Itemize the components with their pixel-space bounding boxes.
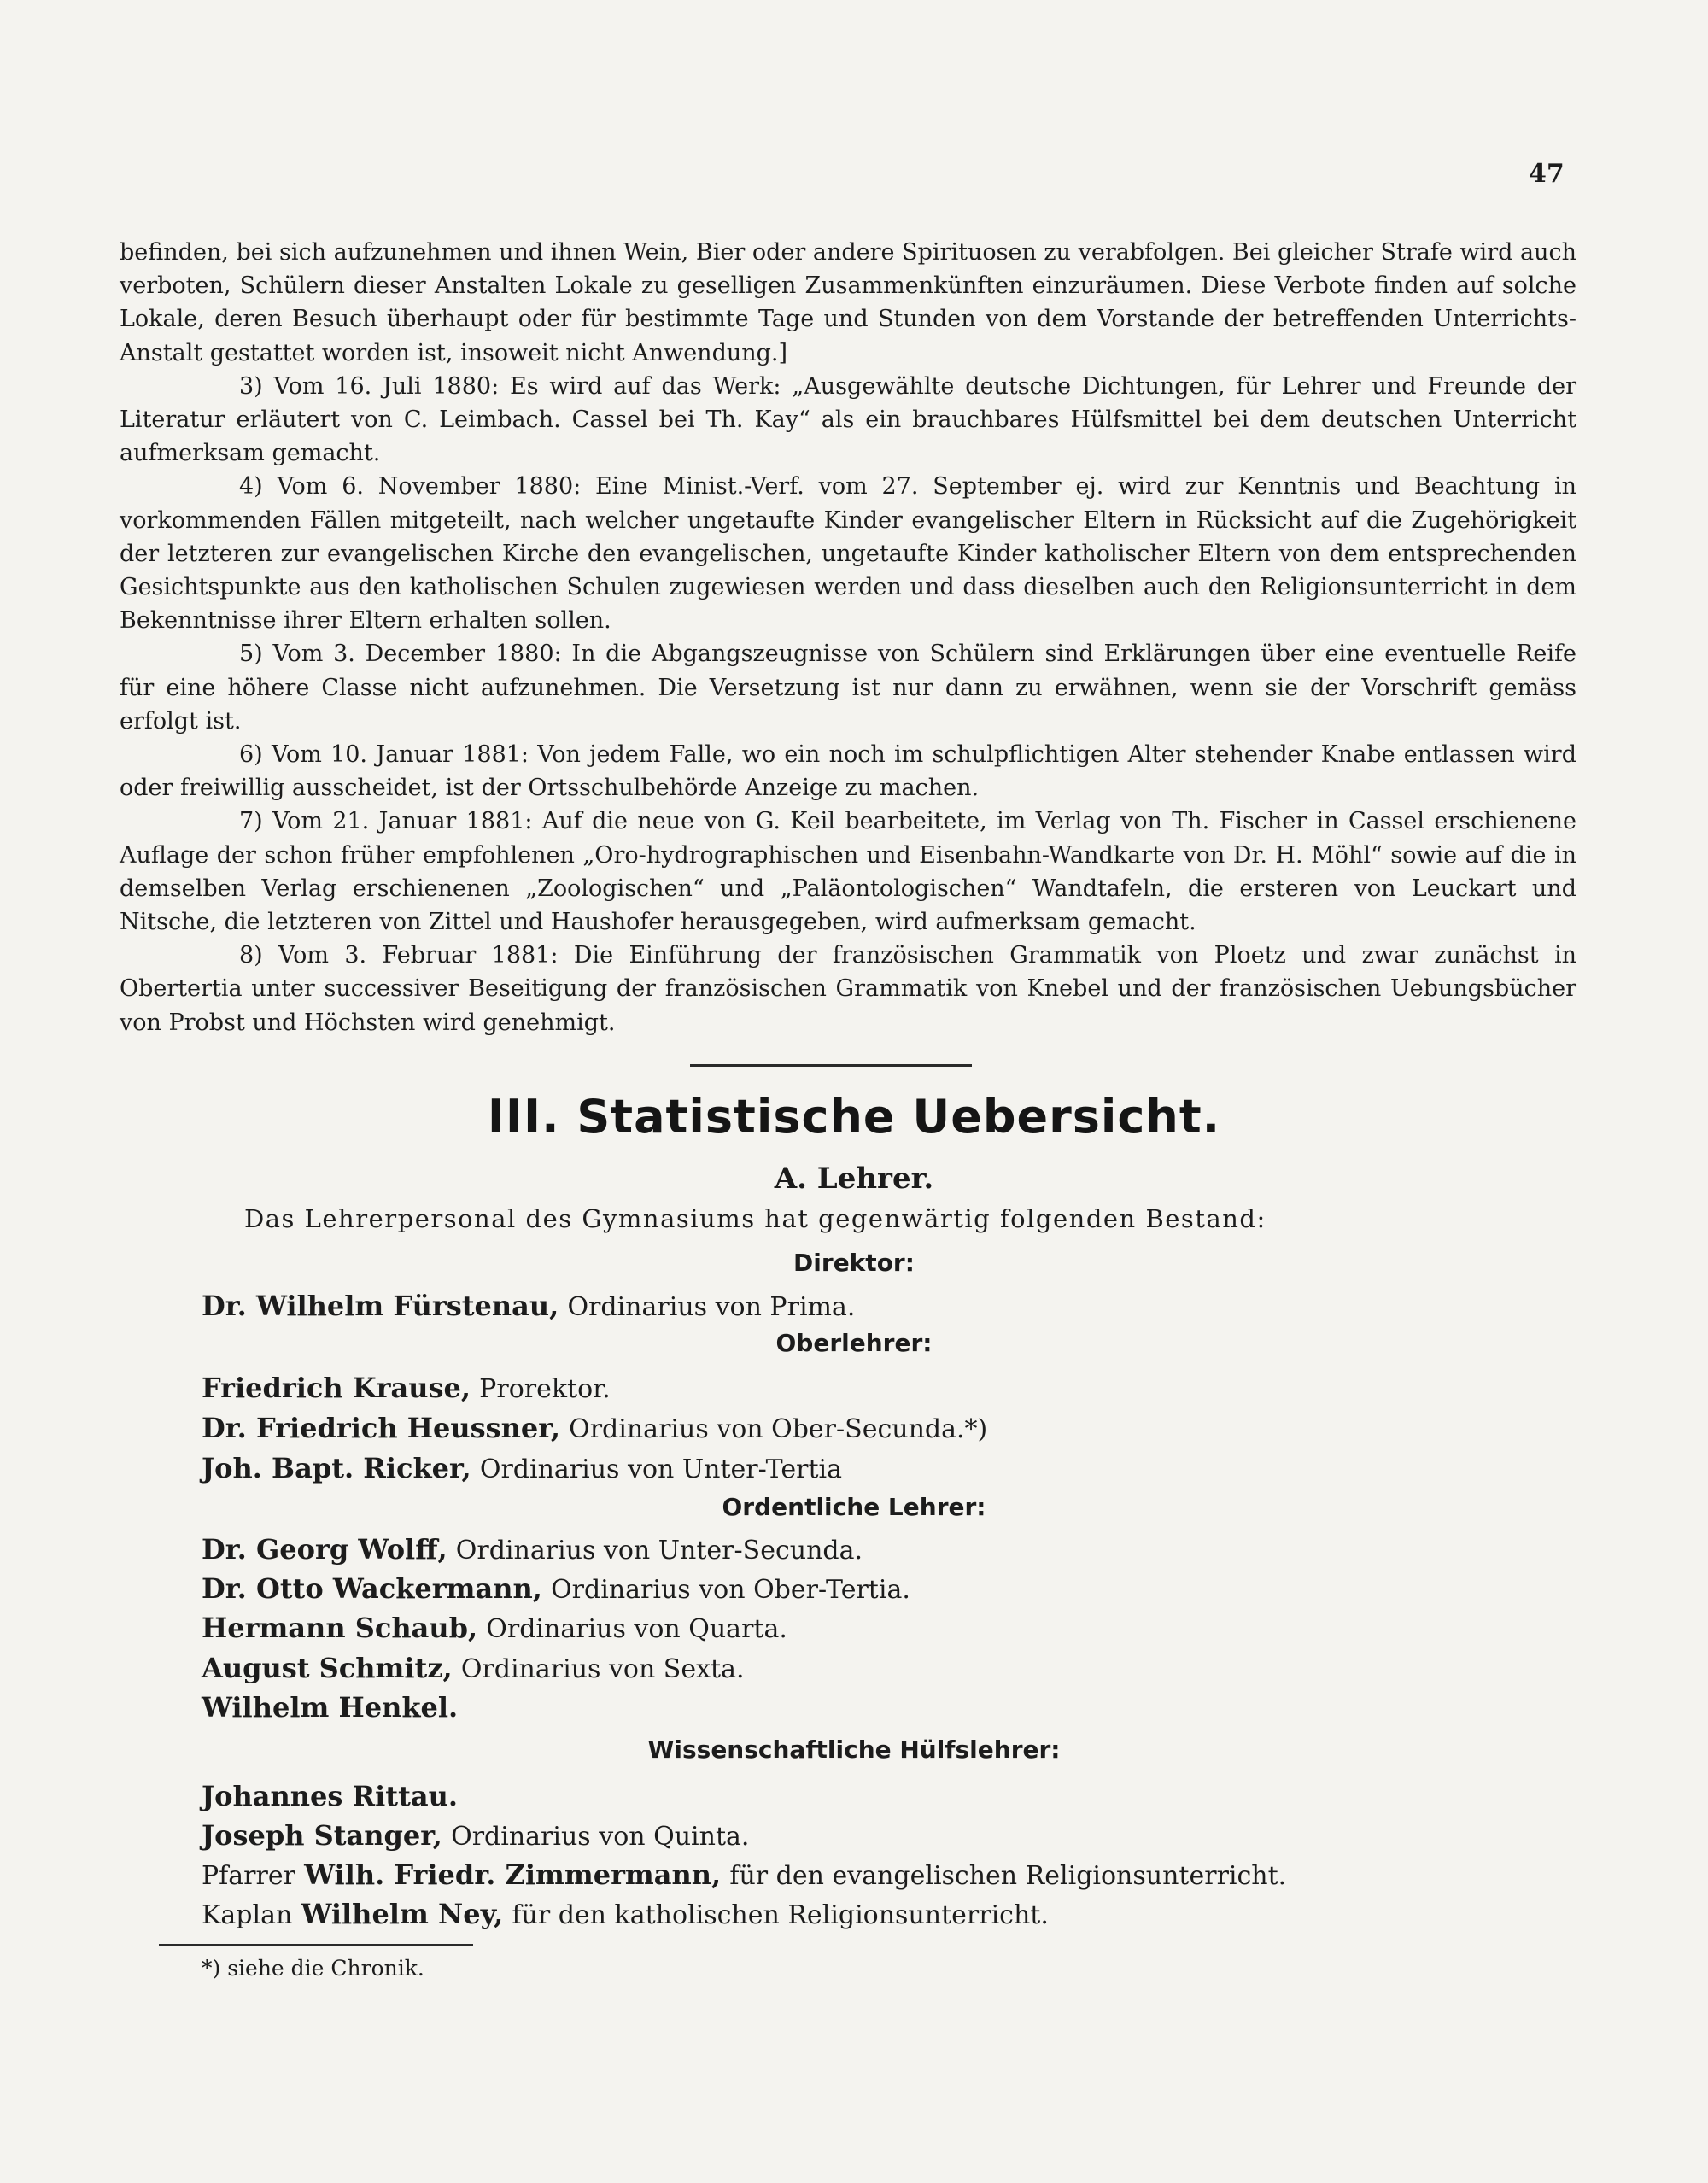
staff-entry [202, 1372, 611, 1404]
staff-name: August Schmitz, [202, 1652, 453, 1684]
staff-title: Pfarrer [202, 1861, 295, 1891]
paragraph: 7) Vom 21. Januar 1881: Auf die neue von G. Keil bearbeitete, im Verlag von Th. Fischer in Cassel erschienene Auflage der schon früher empfohlenen „Oro-hydrographischen und Eisenbahn-Wandkarte von Dr. H. Möhl“ sowie auf die in demselben Verlag erschienenen „Zoologischen“ und „Paläontologischen“ Wandtafeln, die ersteren von Leuckart und Nitsche, die letzteren von Zittel und Haushofer herausgegeben, wird aufmerksam gemacht. [120, 808, 1576, 936]
staff-name: Johannes Rittau. [202, 1780, 458, 1812]
staff-entry [202, 1452, 842, 1484]
section-divider [690, 1064, 972, 1067]
paragraph: 3) Vom 16. Juli 1880: Es wird auf das Werk: „Ausgewählte deutsche Dichtungen, für Lehrer und Freunde der Literatur erläutert von C. Leimbach. Cassel bei Th. Kay“ als ein brauchbares Hülfsmittel bei dem deutschen Unterricht aufmerksam gemacht. [120, 372, 1576, 467]
paragraph: 5) Vom 3. December 1880: In die Abgangszeugnisse von Schülern sind Erklärungen über eine eventuelle Reife für eine höhere Classe nicht aufzunehmen. Die Versetzung ist nur dann zu erwähnen, wenn sie der Vorschrift gemäss erfolgt ist. [120, 641, 1576, 734]
paragraph: 8) Vom 3. Februar 1881: Die Einführung der französischen Grammatik von Ploetz und zwar zunächst in Obertertia unter successiver Beseitigung der französischen Grammatik von Knebel und der französischen Uebungsbücher von Probst und Höchsten wird genehmigt. [120, 942, 1576, 1036]
intro-line: Das Lehrerpersonal des Gymnasiums hat gegenwärtig folgenden Bestand: [244, 1204, 1266, 1233]
footnote-divider [159, 1944, 473, 1946]
staff-role: Ordinarius von Ober-Secunda.*) [569, 1414, 988, 1444]
staff-name: Dr. Otto Wackermann, [202, 1572, 542, 1605]
staff-entry [202, 1819, 749, 1852]
staff-name: Wilh. Friedr. Zimmermann, [304, 1858, 722, 1891]
staff-entry [202, 1858, 1286, 1891]
staff-role: Ordinarius von Ober-Tertia. [551, 1575, 910, 1605]
staff-role: Ordinarius von Quinta. [451, 1822, 750, 1852]
staff-name: Joh. Bapt. Ricker, [202, 1452, 471, 1484]
staff-entry [202, 1898, 1049, 1930]
category-ordentliche-lehrer: Ordentliche Lehrer: [722, 1493, 986, 1521]
staff-entry [202, 1412, 987, 1444]
paragraph: 6) Vom 10. Januar 1881: Von jedem Falle, wo ein noch im schulpflichtigen Alter stehender Knabe entlassen wird oder freiwillig ausscheidet, ist der Ortsschulbehörde Anzeige zu machen. [120, 741, 1576, 802]
regulations-text [120, 236, 1576, 1039]
staff-name: Joseph Stanger, [202, 1819, 442, 1852]
staff-role: Ordinarius von Unter-Secunda. [455, 1536, 863, 1566]
subsection-title: A. Lehrer. [774, 1162, 934, 1196]
staff-name: Friedrich Krause, [202, 1372, 471, 1404]
staff-role: Prorektor. [479, 1374, 611, 1404]
footnote: *) siehe die Chronik. [202, 1956, 424, 1981]
page-number: 47 [1529, 159, 1565, 189]
staff-entry [202, 1533, 863, 1566]
staff-name: Dr. Georg Wolff, [202, 1533, 447, 1566]
section-title: III. Statistische Uebersicht. [487, 1090, 1221, 1144]
staff-entry [202, 1572, 910, 1605]
category-oberlehrer: Oberlehrer: [775, 1329, 933, 1357]
staff-role: für den katholischen Religionsunterricht. [512, 1900, 1049, 1930]
staff-title: Kaplan [202, 1900, 293, 1930]
paragraph: befinden, bei sich aufzunehmen und ihnen Wein, Bier oder andere Spirituosen zu verabfolgen. Bei gleicher Strafe wird auch verboten, Schülern dieser Anstalten Lokale zu geselligen Zusammenkünften einzuräumen. Diese Verbote finden auf solche Lokale, deren Besuch überhaupt oder für bestimmte Tage und Stunden von dem Vorstande der betreffenden Unterrichts-Anstalt gestattet worden ist, insoweit nicht Anwendung.] [120, 239, 1576, 366]
category-hilfslehrer: Wissenschaftliche Hülfslehrer: [647, 1735, 1061, 1764]
staff-name: Wilhelm Henkel. [202, 1691, 459, 1724]
paragraph: 4) Vom 6. November 1880: Eine Minist.-Verf. vom 27. September ej. wird zur Kenntnis und Beachtung in vorkommenden Fällen mitgeteilt, nach welcher ungetaufte Kinder evangelischer Eltern in Rücksicht auf die Zugehörigkeit der letzteren zur evangelischen Kirche den evangelischen, ungetaufte Kinder katholischer Eltern von dem entsprechenden Gesichtspunkte aus den katholischen Schulen zugewiesen werden und dass dieselben auch den Religionsunterricht in dem Bekenntnisse ihrer Eltern erhalten sollen. [120, 473, 1576, 635]
staff-role: für den evangelischen Religionsunterricht. [729, 1861, 1287, 1891]
staff-name: Dr. Wilhelm Fürstenau, [202, 1290, 559, 1322]
staff-role: Ordinarius von Sexta. [460, 1654, 745, 1684]
staff-role: Ordinarius von Prima. [567, 1292, 856, 1322]
staff-entry [202, 1691, 458, 1724]
staff-name: Hermann Schaub, [202, 1612, 478, 1644]
staff-entry [202, 1652, 745, 1684]
staff-name: Dr. Friedrich Heussner, [202, 1412, 560, 1444]
staff-role: Ordinarius von Unter-Tertia [479, 1454, 842, 1484]
staff-name: Wilhelm Ney, [301, 1898, 504, 1930]
staff-entry [202, 1290, 855, 1322]
category-direktor: Direktor: [793, 1249, 915, 1277]
staff-entry [202, 1612, 787, 1644]
staff-entry [202, 1780, 458, 1812]
staff-role: Ordinarius von Quarta. [486, 1614, 787, 1644]
